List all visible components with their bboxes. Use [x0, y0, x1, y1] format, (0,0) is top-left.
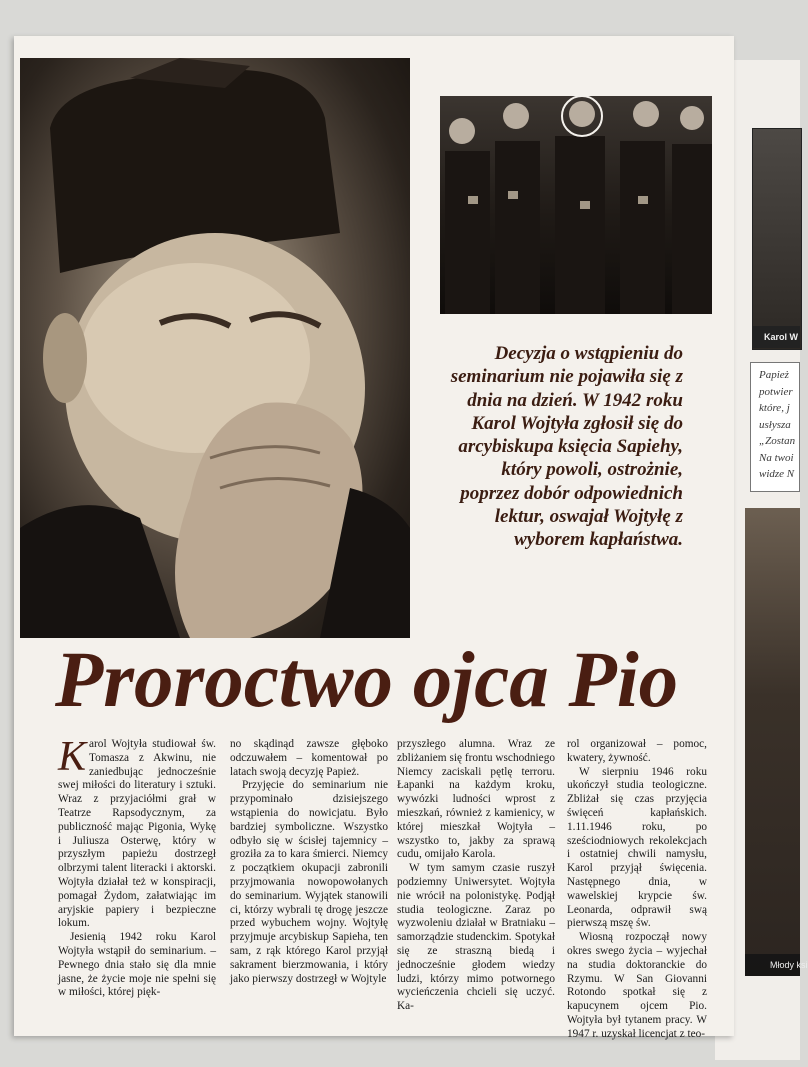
article-column-3: [397, 738, 555, 1014]
paragraph: Jesienią 1942 roku Karol Wojtyła wstąpił do seminarium. – Pewnego dnia stało się dla mnie jasne, że życie moje nie spełni się w miłości, której pięk-: [58, 931, 216, 999]
paragraph: rol organizował – pomoc, kwatery, żywność.: [567, 738, 707, 764]
quote-line: „Zostan: [759, 435, 796, 447]
side-portrait-photo: [752, 128, 802, 350]
drop-cap: K: [58, 734, 87, 780]
article-column-1: [58, 734, 216, 1000]
article-column-2: [230, 738, 388, 986]
paragraph: Przyjęcie do seminarium nie przypominało dzisiejszego wstąpienia do nowicjatu. Było bardziej symboliczne. Wszystko odbyło się w ścisłej tajemnicy – groziła za to kara śmierci. Niemcy z początkiem okupacji zabronili przyjmowania nowopowołanych do seminarium. Wyjątek stanowili ci, którzy wybrali tę drogę jeszcze przed wybuchem wojny. Wojtyłę przyjmuje arcybiskup Sapieha, ten sam, z rąk którego Karol przyjął sakrament bierzmowania, i który jako pierwszy dostrzegł w Wojtyle: [230, 779, 388, 985]
article-headline: Proroctwo ojca Pio: [55, 637, 679, 724]
paragraph: Wiosną rozpoczął nowy okres swego życia – wyjechał na studia doktoranckie do Rzymu. W San Giovanni Rotondo spotkał się z kapucynem ojcem Pio. Wojtyła był tytanem pracy. W 1947 r. uzyskał licencjat z teo-: [567, 931, 707, 1040]
side-bottom-caption: Młody ksi: [745, 954, 800, 976]
article-column-4: [567, 738, 707, 1042]
portrait-illustration: [20, 58, 410, 638]
paragraph-text: arol Wojtyła studiował św. Tomasza z Akwinu, nie zaniedbując jednocześnie swej miłości do literatury i sztuki. Wraz z przyjaciółmi grał w Teatrze Rapsodycznym, za publiczność mając Pigonia, Wykę i Juliusza Osterwę, który w przyszłym papieżu dostrzegł olbrzymi talent literacki i aktorski. Wojtyła działał też w konspiracji, pomagał Żydom, załatwiając im aryjskie papiery i bezpieczne lokum.: [58, 738, 216, 930]
paragraph: przyszłego alumna. Wraz ze zbliżaniem się frontu wschodniego Niemcy zaciskali pętlę terroru. Łapanki na każdym kroku, wywózki ludności wprost z mieszkań, również z kamienicy, w której mieszkał Wojtyła – wszystko to, jakby za sprawą cudu, omijało Karola.: [397, 738, 555, 861]
paragraph: W sierpniu 1946 roku ukończył studia teologiczne. Zbliżał się czas przyjęcia święceń kapłańskich. 1.11.1946 roku, po sześciodniowych rekolekcjach i ostatniej chwili namysłu, Karol przyjął święcenia. Następnego dnia, w wawelskiej krypcie św. Leonarda, odprawił swą pierwszą mszę św.: [567, 765, 707, 930]
quote-line: widze N: [759, 468, 795, 480]
quote-line: Na twoi: [759, 451, 794, 464]
quote-line: potwier: [759, 385, 793, 398]
wojtyla-portrait-photo: [20, 58, 410, 638]
paragraph: no skądinąd zawsze głęboko odczuwałem – komentował po latach swoją decyzję Papież.: [230, 738, 388, 778]
quote-line: usłysza: [759, 418, 791, 431]
quote-line: które, j: [759, 402, 790, 414]
side-photo-caption: Karol W: [752, 326, 800, 348]
paragraph: [58, 734, 216, 931]
group-illustration: [440, 96, 712, 314]
quote-line: Papież: [759, 369, 789, 381]
article-deck: Decyzja o wstąpieniu do seminarium nie pojawiła się z dnia na dzień. W 1942 roku Karol Wojtyła zgłosił się do arcybiskupa księcia Sapiehy, który powoli, ostrożnie, poprzez dobór odpowiednich lektur, oswajał Wojtyłę z wyborem kapłaństwa.: [450, 343, 683, 551]
paragraph: W tym samym czasie ruszył podziemny Uniwersytet. Wojtyła nie wrócił na polonistykę. Podjął studia teologiczne. Zaraz po wyzwoleniu działał w Bratniaku – samorządzie studenckim. Spotykał się ze straszną biedą i jednocześnie głodem wiedzy ludzi, którzy mimo potwornego wycieńczenia chcieli się uczyć. Ka-: [397, 862, 555, 1013]
side-bottom-photo: [745, 508, 800, 976]
side-quote-box: [750, 362, 800, 492]
seminarians-group-photo: [440, 96, 712, 314]
